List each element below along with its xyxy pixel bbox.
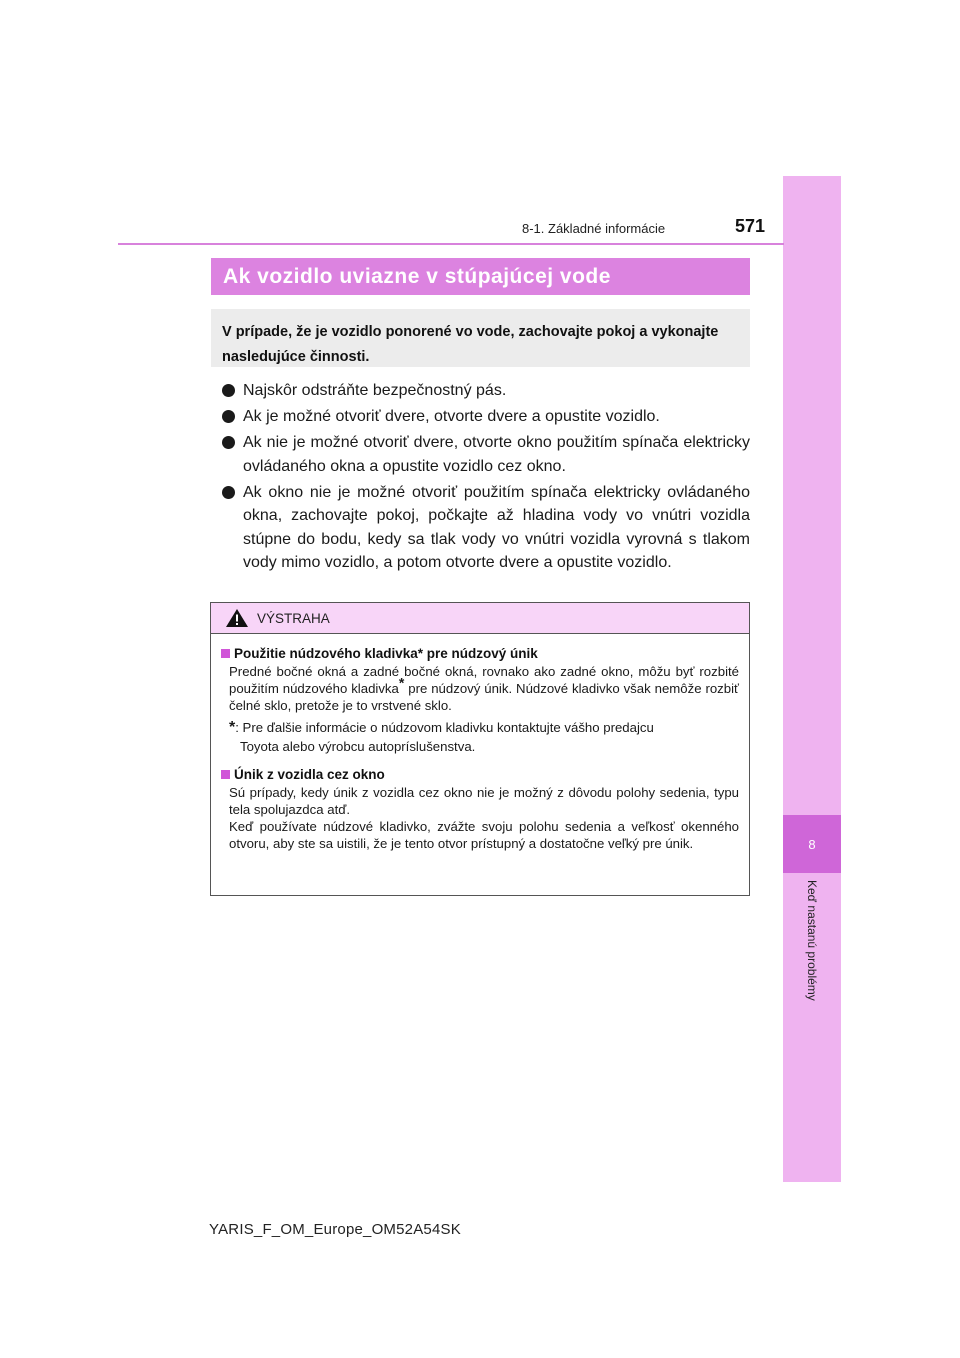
list-item — [222, 481, 750, 575]
square-bullet-icon — [221, 649, 230, 658]
list-item — [222, 431, 750, 478]
footnote-text: : Pre ďalšie informácie o núdzovom kladivku kontaktujte vášho predajcu — [235, 720, 654, 735]
warning-body — [211, 634, 749, 852]
chapter-title-text: Keď nastanú problémy — [805, 880, 819, 1001]
bullet-icon — [222, 410, 235, 423]
warning-paragraph — [221, 663, 739, 714]
chapter-number: 8 — [783, 815, 841, 873]
footnote-star: * — [229, 719, 236, 736]
warning-text: Predné bočné okná a zadné bočné okná, rovnako ako zadné okno, môžu byť rozbité použitím núdzového kladivka — [229, 664, 739, 696]
header-divider — [118, 243, 784, 245]
instruction-list — [222, 379, 750, 577]
intro-text: V prípade, že je vozidlo ponorené vo vode, zachovajte pokoj a vykonajte nasledujúce činnosti. — [222, 324, 719, 365]
page-title — [211, 258, 750, 295]
warning-paragraph: Sú prípady, kedy únik z vozidla cez okno nie je možný z dôvodu polohy sedenia, typu tela spolujazdca atď. — [229, 785, 739, 817]
intro-box — [211, 309, 750, 367]
warning-label: VÝSTRAHA — [257, 610, 330, 626]
footnote-marker: * — [398, 674, 405, 691]
footnote — [221, 718, 739, 756]
warning-section — [221, 766, 739, 852]
bullet-icon — [222, 436, 235, 449]
bullet-icon — [222, 384, 235, 397]
warning-triangle-icon — [225, 608, 249, 628]
section-title: 8-1. Základné informácie — [522, 221, 666, 236]
chapter-side-tab — [783, 176, 841, 1182]
warning-heading-text: Únik z vozidla cez okno — [234, 767, 385, 782]
footer-doc-id: YARIS_F_OM_Europe_OM52A54SK — [209, 1221, 461, 1238]
warning-paragraph: Keď používate núdzové kladivko, zvážte svoju polohu sedenia a veľkosť okenného otvoru, aby ste sa uistili, že je tento otvor prístupný a dostatočne veľký pre únik. — [229, 819, 739, 851]
list-item — [222, 379, 750, 403]
list-item — [222, 405, 750, 429]
warning-section — [221, 645, 739, 756]
list-item-text: Ak okno nie je možné otvoriť použitím spínača elektricky ovládaného okna, zachovajte pokoj, počkajte až hladina vody vo vnútri vozidla stúpne do bodu, kedy sa tlak vody vo vnútri vozidla vyrovná s tlakom vody mimo vozidlo, a potom otvorte dvere a opustite vozidlo. — [243, 483, 750, 571]
page-number: 571 — [735, 216, 766, 236]
warning-text: pre núdzový únik. Núdzové kladivko však nemôže rozbiť čelné sklo, pretože je to vrstvené sklo. — [229, 681, 739, 713]
warning-section-heading — [221, 645, 739, 662]
bullet-icon — [222, 486, 235, 499]
page-title-text: Ak vozidlo uviazne v stúpajúcej vode — [223, 264, 611, 288]
warning-box — [210, 602, 750, 896]
list-item-text: Najskôr odstráňte bezpečnostný pás. — [243, 382, 507, 399]
warning-header — [211, 603, 749, 634]
warning-heading-text: Použitie núdzového kladivka* pre núdzový únik — [234, 646, 538, 661]
footnote-text-cont: Toyota alebo výrobcu autopríslušenstva. — [240, 739, 476, 754]
list-item-text: Ak je možné otvoriť dvere, otvorte dvere a opustite vozidlo. — [243, 408, 660, 425]
list-item-text: Ak nie je možné otvoriť dvere, otvorte okno použitím spínača elektricky ovládaného okna a opustite vozidlo cez okno. — [243, 434, 750, 475]
square-bullet-icon — [221, 770, 230, 779]
warning-section-heading — [221, 766, 739, 783]
